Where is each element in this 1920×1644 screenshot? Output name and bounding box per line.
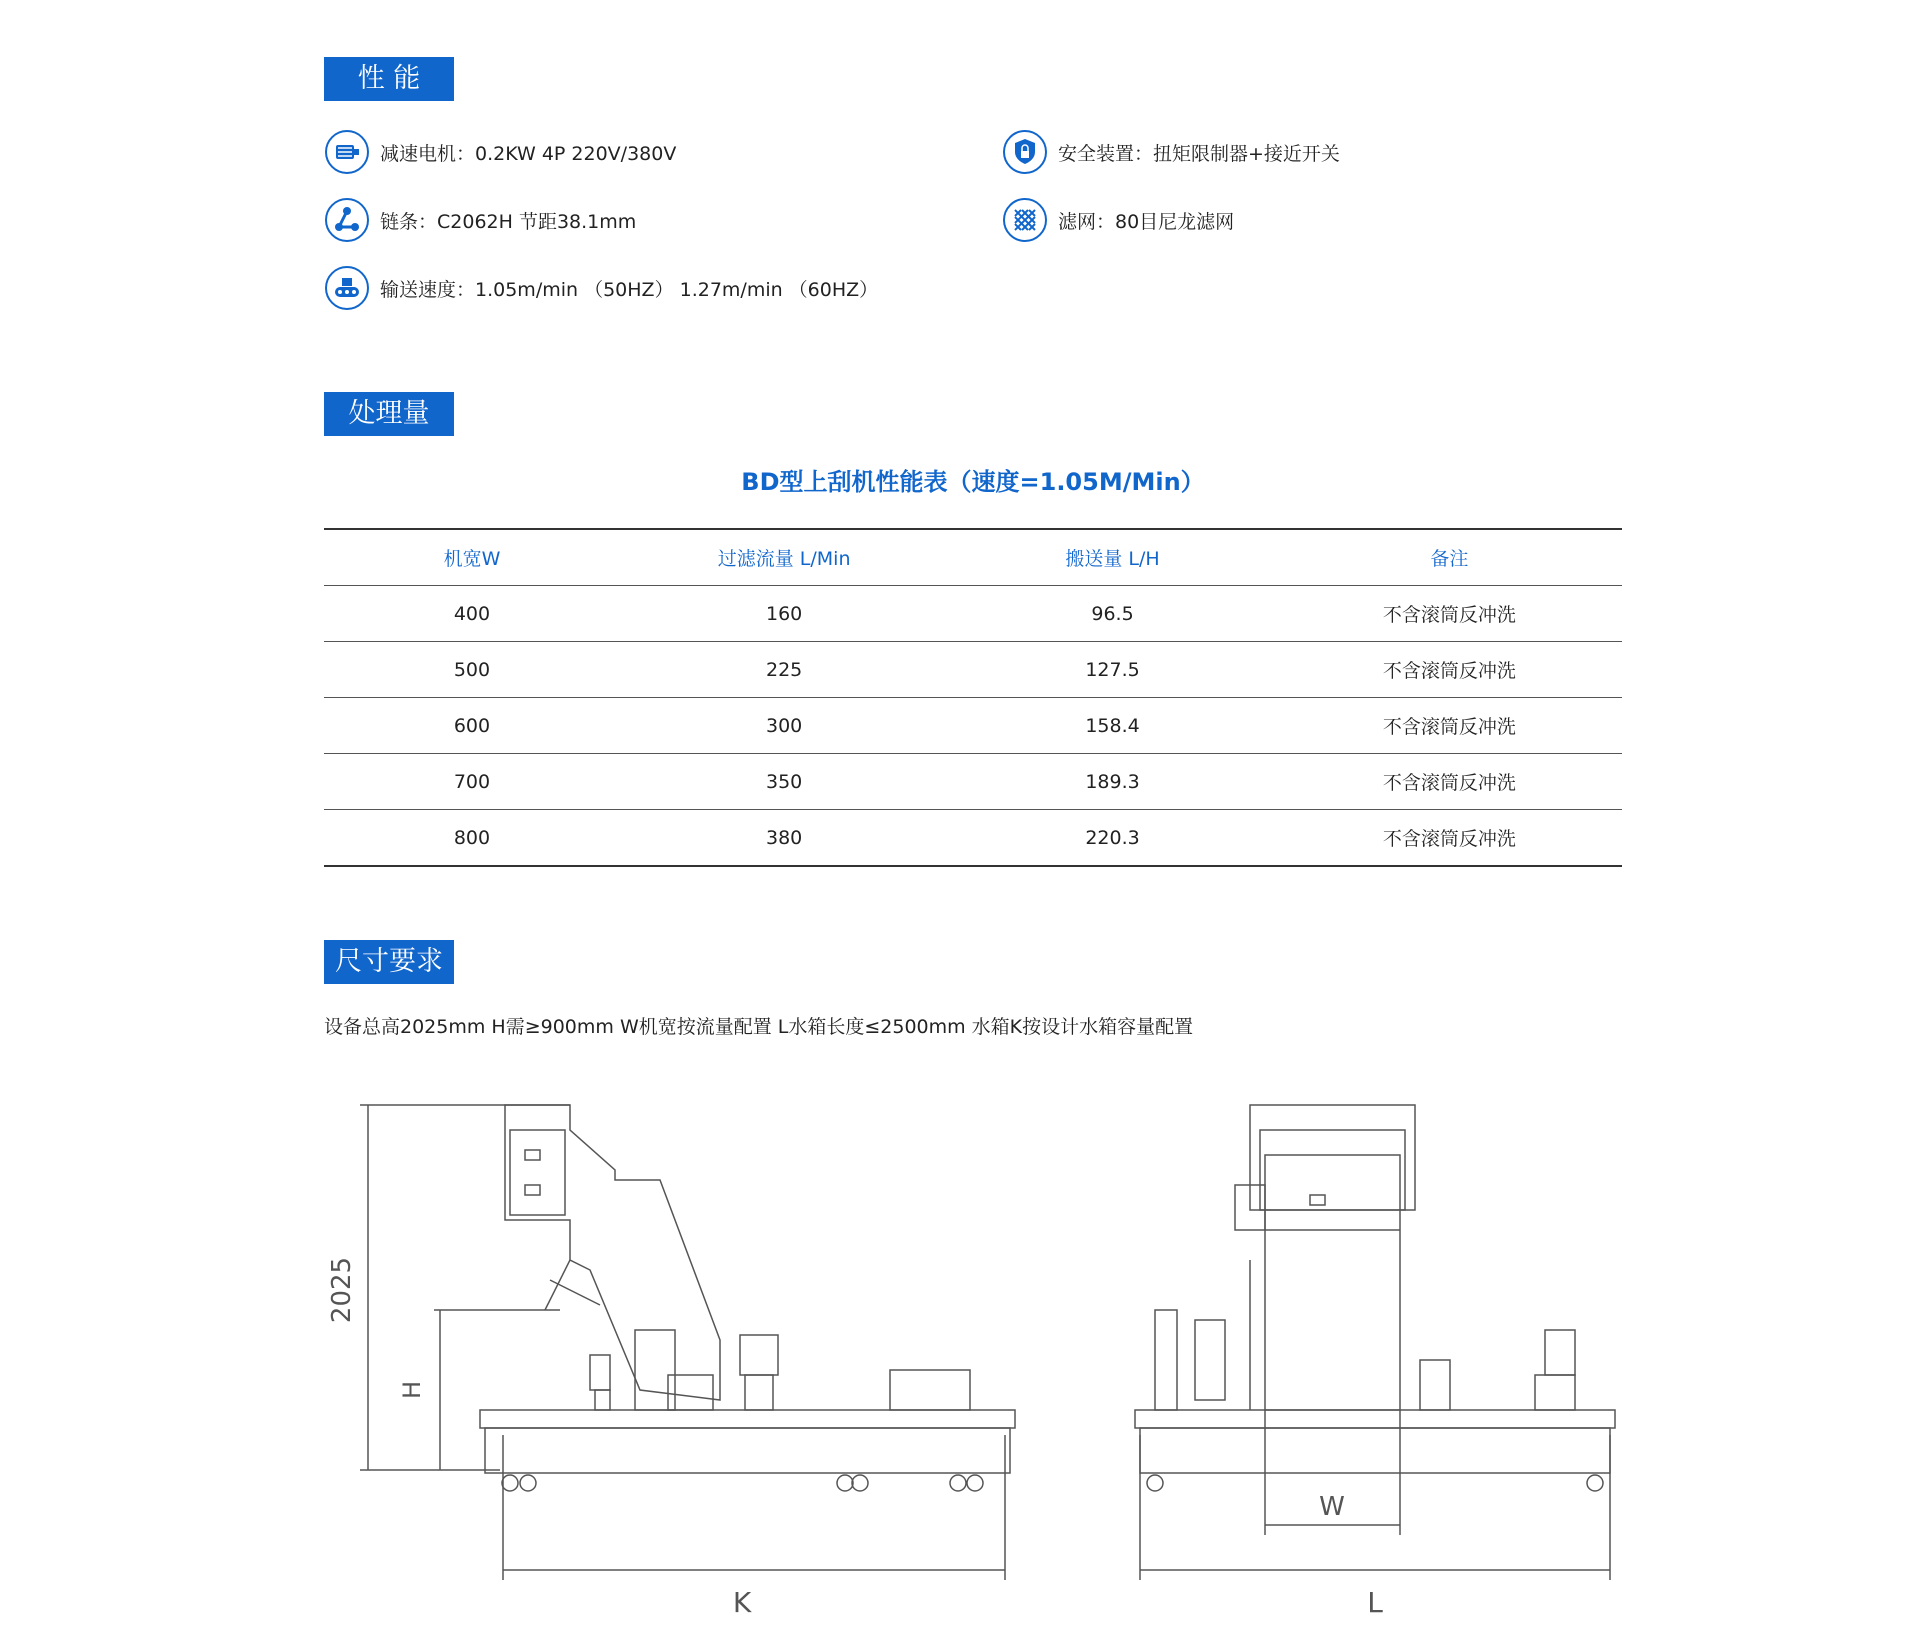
section-title-dimensions: 尺寸要求 <box>324 940 454 984</box>
motor-icon <box>324 129 370 175</box>
spec-chain-text: 链条：C2062H 节距38.1mm <box>380 210 637 233</box>
header-transport: 搬送量 L/H <box>948 529 1276 586</box>
cell-width: 400 <box>324 586 620 642</box>
cell-remark: 不含滚筒反冲洗 <box>1277 810 1622 867</box>
label-k: K <box>732 1586 752 1619</box>
label-l: L <box>1367 1586 1383 1619</box>
spec-filter <box>1002 197 1234 243</box>
header-flow: 过滤流量 L/Min <box>620 529 948 586</box>
spec-safety <box>1002 129 1340 175</box>
table-title: BD型上刮机性能表（速度=1.05M/Min） <box>741 468 1205 496</box>
cell-transport: 189.3 <box>948 754 1276 810</box>
cell-flow: 380 <box>620 810 948 867</box>
cell-flow: 225 <box>620 642 948 698</box>
chain-icon <box>324 197 370 243</box>
header-width: 机宽W <box>324 529 620 586</box>
label-h: H <box>398 1380 426 1400</box>
cell-transport: 96.5 <box>948 586 1276 642</box>
label-w: W <box>1319 1492 1345 1522</box>
spec-motor <box>324 129 676 175</box>
cell-remark: 不含滚筒反冲洗 <box>1277 754 1622 810</box>
performance-table <box>324 528 1622 867</box>
dimension-requirements: 设备总高2025mm H需≥900mm W机宽按流量配置 L水箱长度≤2500mm 水箱K按设计水箱容量配置 <box>324 1016 1194 1038</box>
header-remark: 备注 <box>1277 529 1622 586</box>
cell-flow: 160 <box>620 586 948 642</box>
cell-remark: 不含滚筒反冲洗 <box>1277 698 1622 754</box>
side-view-drawing <box>320 1090 1040 1630</box>
conveyor-icon <box>324 265 370 311</box>
cell-flow: 350 <box>620 754 948 810</box>
table-row <box>324 586 1622 642</box>
cell-width: 700 <box>324 754 620 810</box>
table-row <box>324 642 1622 698</box>
cell-width: 800 <box>324 810 620 867</box>
cell-transport: 127.5 <box>948 642 1276 698</box>
label-height: 2025 <box>327 1256 357 1324</box>
cell-transport: 158.4 <box>948 698 1276 754</box>
spec-chain <box>324 197 636 243</box>
cell-flow: 300 <box>620 698 948 754</box>
table-row <box>324 810 1622 867</box>
table-header-row <box>324 529 1622 586</box>
cell-width: 600 <box>324 698 620 754</box>
mesh-filter-icon <box>1002 197 1048 243</box>
spec-safety-text: 安全装置：扭矩限制器+接近开关 <box>1058 142 1340 165</box>
spec-motor-text: 减速电机：0.2KW 4P 220V/380V <box>380 142 677 165</box>
cell-transport: 220.3 <box>948 810 1276 867</box>
table-row <box>324 754 1622 810</box>
shield-lock-icon <box>1002 129 1048 175</box>
spec-speed-text: 输送速度：1.05m/min （50HZ） 1.27m/min （60HZ） <box>380 278 879 301</box>
spec-filter-text: 滤网：80目尼龙滤网 <box>1058 210 1235 233</box>
section-title-capacity: 处理量 <box>324 392 454 436</box>
section-title-performance: 性 能 <box>324 57 454 101</box>
cell-width: 500 <box>324 642 620 698</box>
front-view-drawing <box>1125 1090 1625 1630</box>
spec-speed <box>324 265 878 311</box>
table-row <box>324 698 1622 754</box>
cell-remark: 不含滚筒反冲洗 <box>1277 586 1622 642</box>
cell-remark: 不含滚筒反冲洗 <box>1277 642 1622 698</box>
